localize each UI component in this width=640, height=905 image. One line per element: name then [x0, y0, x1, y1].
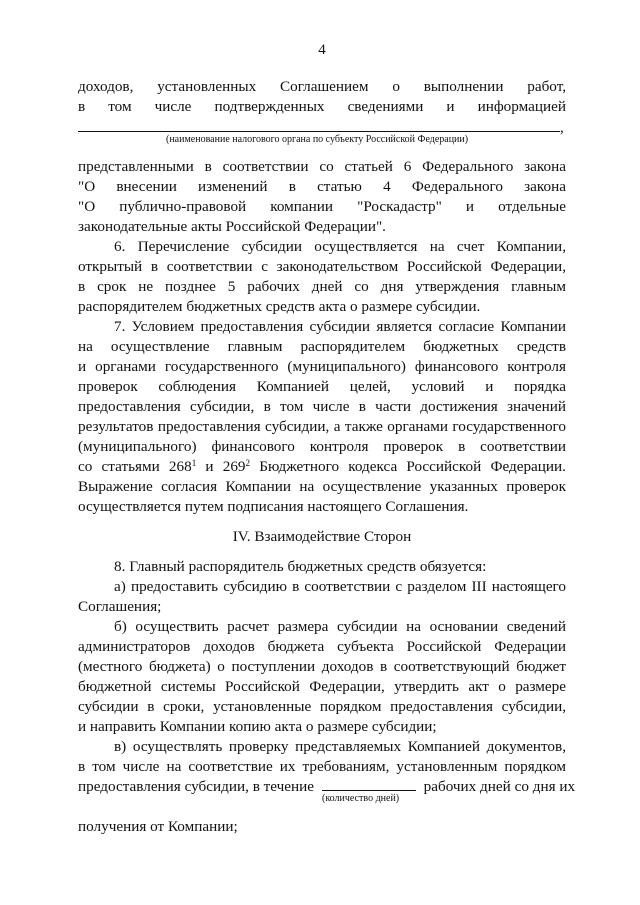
text-line: и направить Компании копию акта о размере субсидии; [78, 718, 437, 735]
text-line: законодательные акты Российской Федерации". [78, 218, 386, 235]
text-line: администраторов доходов бюджета субъекта Российской Федерации [78, 638, 566, 655]
text-line: (местного бюджета) о поступлении доходов в соответствующий бюджет [78, 658, 566, 675]
statute-reference-line [78, 458, 566, 476]
text-line: представленными в соответствии со статьей 6 Федерального закона [78, 158, 566, 175]
section-heading: IV. Взаимодействие Сторон [232, 528, 412, 545]
clause-6-start: 6. Перечисление субсидии осуществляется на счет Компании, [114, 238, 566, 255]
blank-days-before: предоставления субсидии, в течение [78, 778, 315, 795]
text-line: "О внесении изменений в статью 4 Федерального закона [78, 178, 566, 195]
statute-prefix: со статьями 268 [78, 458, 192, 475]
clause-7-start: 7. Условием предоставления субсидии является согласие Компании [114, 318, 566, 335]
days-blank-caption: (количество дней) [322, 793, 400, 804]
statute-middle: и 269 [196, 458, 246, 475]
clause-8b-start: б) осуществить расчет размера субсидии на основании сведений [114, 618, 566, 635]
text-line: открытый в соответствии с законодательством Российской Федерации, [78, 258, 566, 275]
text-line: и органами государственного (муниципального) финансового контроля [78, 358, 566, 375]
text-line: в том числе на соответствие их требованиям, установленным порядком [78, 758, 566, 775]
text-line: предоставления субсидии, в том числе в части достижения значений [78, 398, 566, 415]
blank-caption: (наименование налогового органа по субъекту Российской Федерации) [166, 134, 469, 145]
text-line: получения от Компании; [78, 818, 238, 835]
superscript: 2 [245, 458, 251, 468]
text-line: доходов, установленных Соглашением о выполнении работ, [78, 78, 566, 95]
clause-8-intro: 8. Главный распорядитель бюджетных средств обязуется: [114, 558, 487, 575]
text-line: осуществляется путем подписания настоящего Соглашения. [78, 498, 469, 515]
text-line: распорядителем бюджетных средств акта о размере субсидии. [78, 298, 481, 315]
text-line: (муниципального) финансового контроля проверок в соответствии [78, 438, 566, 455]
blank-underline [78, 131, 560, 132]
text-line: результатов предоставления субсидии, а также органами государственного [78, 418, 566, 435]
text-line: Выражение согласия Компании на осуществление указанных проверок [78, 478, 566, 495]
text-line: на осуществление главным распорядителем бюджетных средств [78, 338, 566, 355]
text-line: в том числе подтвержденных сведениями и информацией [78, 98, 566, 115]
days-blank-underline [322, 778, 416, 791]
text-line: в срок не позднее 5 рабочих дней со дня утверждения главным [78, 278, 566, 295]
clause-8a-start: а) предоставить субсидию в соответствии с разделом III настоящего [114, 578, 566, 595]
clause-8v-start: в) осуществлять проверку представляемых Компанией документов, [114, 738, 566, 755]
text-line: субсидии в сроки, установленные порядком предоставления субсидии, [78, 698, 566, 715]
blank-days-after: рабочих дней со дня их [423, 778, 576, 795]
text-line: Соглашения; [78, 598, 162, 615]
page-number: 4 [318, 42, 326, 58]
blank-trailing-comma: , [560, 120, 564, 136]
text-line: бюджетной системы Российской Федерации, утвердить акт о размере [78, 678, 566, 695]
text-line: проверок соблюдения Компанией целей, условий и порядка [78, 378, 566, 395]
text-line: "О публично-правовой компании "Роскадастр" и отдельные [78, 198, 566, 215]
superscript: 1 [191, 458, 197, 468]
statute-suffix: Бюджетного кодекса Российской Федерации. [250, 458, 566, 475]
